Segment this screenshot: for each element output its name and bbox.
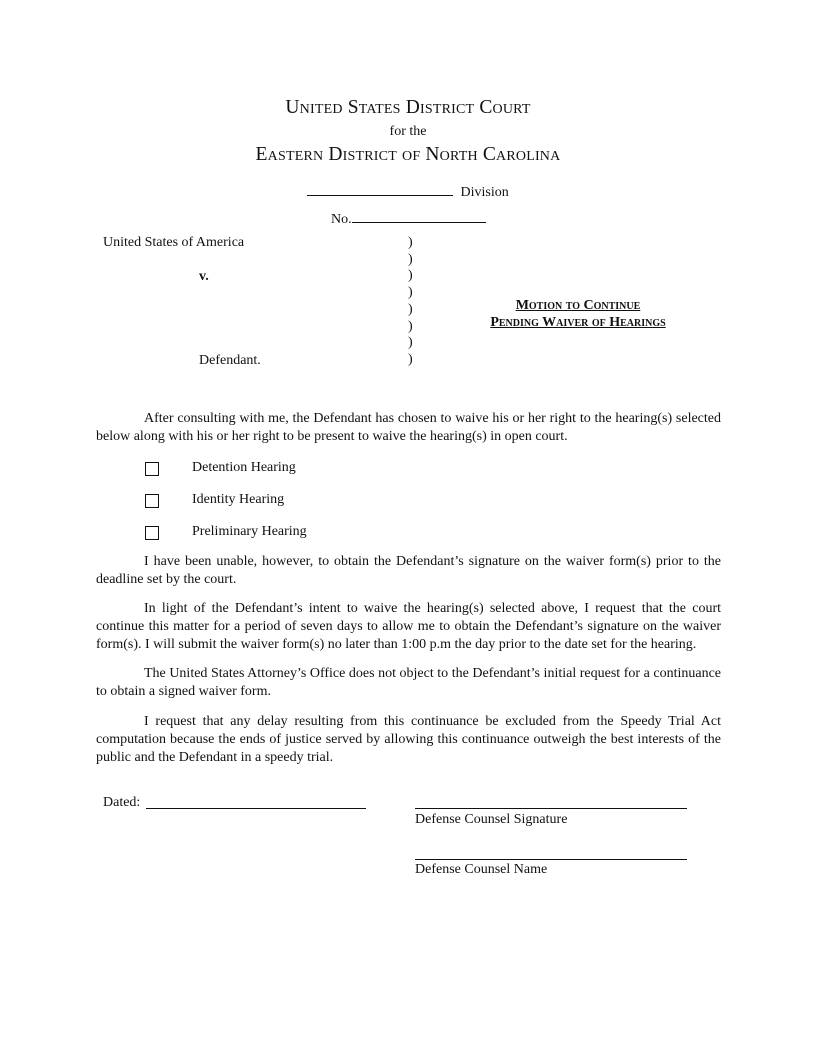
caption-paren: ) [408, 301, 413, 317]
identity-hearing-label: Identity Hearing [192, 492, 285, 507]
detention-hearing-checkbox[interactable] [145, 462, 159, 476]
court-name: United States District Court [285, 97, 531, 118]
case-number-field[interactable] [352, 208, 486, 223]
preliminary-hearing-label: Preliminary Hearing [192, 524, 307, 539]
case-number-row [331, 208, 486, 228]
intro-paragraph [96, 410, 721, 446]
motion-title [470, 297, 686, 331]
caption-paren: ) [408, 285, 413, 301]
signature-label: Defense Counsel Signature [415, 812, 568, 827]
caption-paren: ) [408, 251, 413, 267]
preliminary-hearing-checkbox[interactable] [145, 526, 159, 540]
signature-field[interactable] [415, 808, 687, 809]
caption-parentheses [408, 235, 420, 369]
caption-paren: ) [408, 268, 413, 284]
speedy-trial-text: I request that any delay resulting from this continuance be excluded from the Speedy Trial Act computation because the ends of justice served by allowing this continuance outweigh the best interests of the public and the Defendant in a speedy trial. [96, 714, 721, 766]
plaintiff-name: United States of America [103, 235, 245, 250]
detention-hearing-label: Detention Hearing [192, 460, 296, 475]
caption-paren: ) [408, 235, 413, 250]
intro-text: After consulting with me, the Defendant has chosen to waive his or her right to the hearing(s) selected below along with his or her right to be present to waive the hearing(s) in open court. [96, 411, 721, 445]
versus-text: v. [199, 269, 209, 284]
request-text: In light of the Defendant’s intent to waive the hearing(s) selected above, I request that the court continue this matter for a period of seven days to allow me to obtain the Defendant’s signature on the waiver form(s). I will submit the waiver form(s) no later than 1:00 p.m the day prior to the date set for the hearing. [96, 601, 721, 653]
attorney-paragraph [96, 665, 721, 701]
caption-paren: ) [408, 335, 413, 351]
caption-paren: ) [408, 351, 413, 367]
motion-title-line1: Motion to Continue [515, 298, 641, 313]
dated-label: Dated: [103, 795, 141, 810]
unable-text: I have been unable, however, to obtain the Defendant’s signature on the waiver form(s) prior to the deadline set by the court. [96, 554, 721, 588]
division-row [307, 181, 509, 201]
division-label: Division [460, 185, 509, 200]
caption-paren: ) [408, 318, 413, 334]
case-number-label: No. [331, 212, 352, 227]
counsel-name-field[interactable] [415, 859, 687, 860]
defendant-label: Defendant. [199, 353, 261, 368]
district-name: Eastern District of North Carolina [255, 144, 561, 165]
division-field[interactable] [307, 181, 453, 196]
counsel-name-label: Defense Counsel Name [415, 862, 548, 877]
unable-paragraph [96, 553, 721, 589]
attorney-text: The United States Attorney’s Office does not object to the Defendant’s initial request for a continuance to obtain a signed waiver form. [96, 666, 721, 700]
for-the-text: for the [389, 124, 427, 139]
motion-title-line2: Pending Waiver of Hearings [490, 315, 666, 330]
request-paragraph [96, 600, 721, 655]
dated-field[interactable] [146, 808, 366, 809]
identity-hearing-checkbox[interactable] [145, 494, 159, 508]
speedy-trial-paragraph [96, 713, 721, 768]
